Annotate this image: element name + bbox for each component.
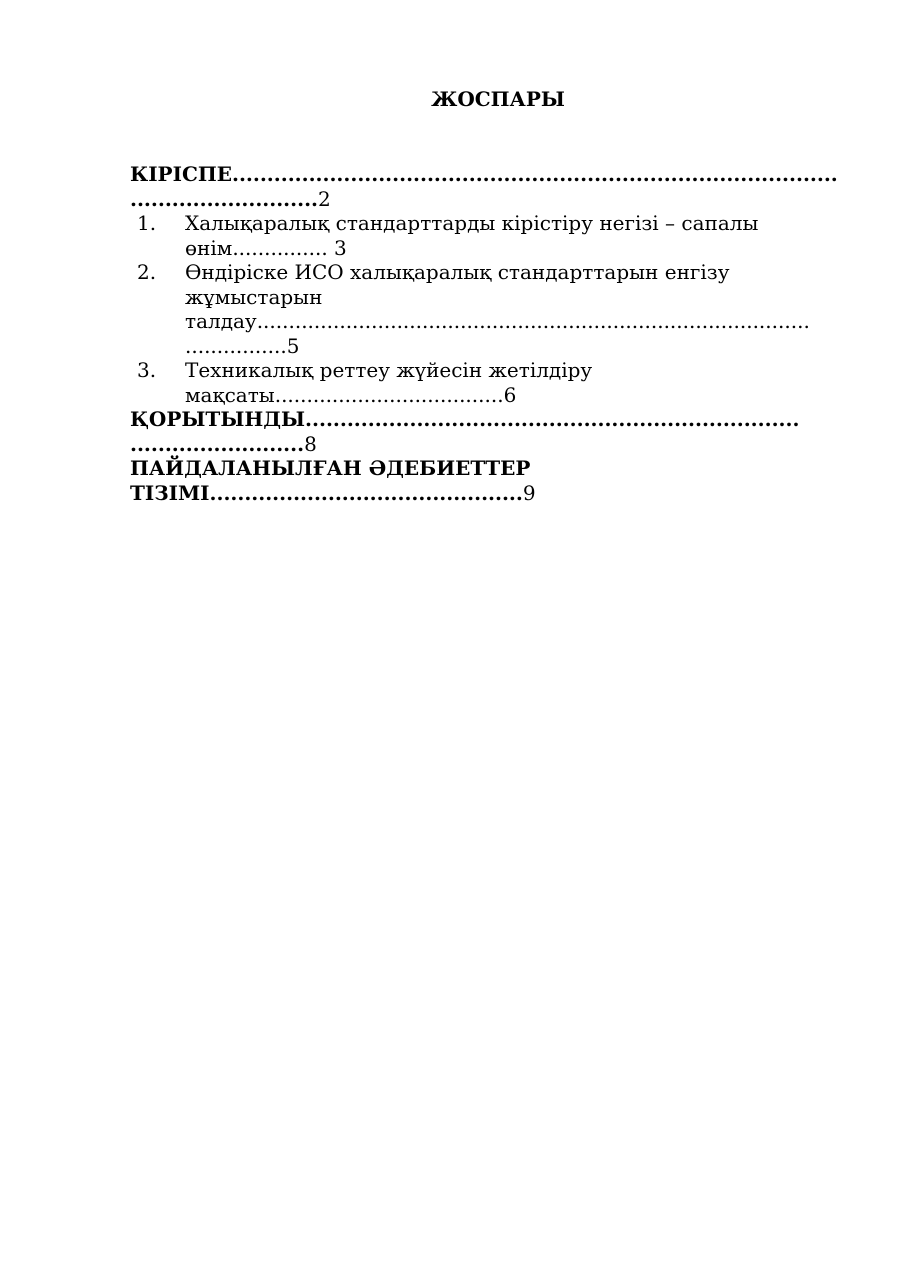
toc-intro-continuation	[130, 187, 870, 212]
toc-item-text: талдау.......................................................................................	[185, 309, 810, 333]
toc-conclusion-continuation	[130, 432, 870, 457]
toc-item-text: жұмыстарын	[185, 284, 323, 309]
toc-entry-conclusion	[130, 407, 870, 456]
toc-entry-references	[130, 456, 870, 505]
toc-item-2	[130, 260, 870, 358]
toc-item-number: 2.	[137, 260, 157, 284]
toc-item-text: Өндіріске ИСО халықаралық стандарттарын енгізу	[185, 260, 730, 284]
toc-conclusion-leader: .........................	[130, 431, 305, 456]
toc-references-page: 9	[522, 480, 536, 505]
toc-item-text: Халықаралық стандарттарды кірістіру негізі – сапалы	[185, 211, 759, 235]
toc-item-3	[130, 358, 870, 407]
toc-item-number: 1.	[137, 211, 157, 235]
toc-intro-leader: ...........................	[130, 186, 318, 211]
toc-conclusion-page: 8	[304, 431, 317, 456]
toc-references-leader: ТІЗІМІ.............................................	[130, 480, 523, 505]
toc-references-continuation	[130, 481, 870, 506]
toc-item-text: мақсаты....................................6	[185, 382, 517, 407]
toc-item-text: Техникалық реттеу жүйесін жетілдіру	[185, 358, 593, 382]
toc-item-text: ................5	[185, 333, 300, 358]
page-title: ЖОСПАРЫ	[431, 87, 565, 111]
toc-item-1	[130, 211, 870, 260]
toc-item-text: өнім............... 3	[185, 235, 347, 260]
toc-item-number: 3.	[137, 358, 157, 382]
toc-intro-page: 2	[318, 186, 331, 211]
toc-conclusion-title: ҚОРЫТЫНДЫ.......................................................................	[130, 407, 800, 431]
toc-intro-title: КІРІСПЕ.......................................................................................	[130, 162, 838, 186]
toc-entry-intro	[130, 162, 870, 211]
table-of-contents	[130, 162, 870, 505]
toc-references-title: ПАЙДАЛАНЫЛҒАН ӘДЕБИЕТТЕР	[130, 456, 531, 480]
